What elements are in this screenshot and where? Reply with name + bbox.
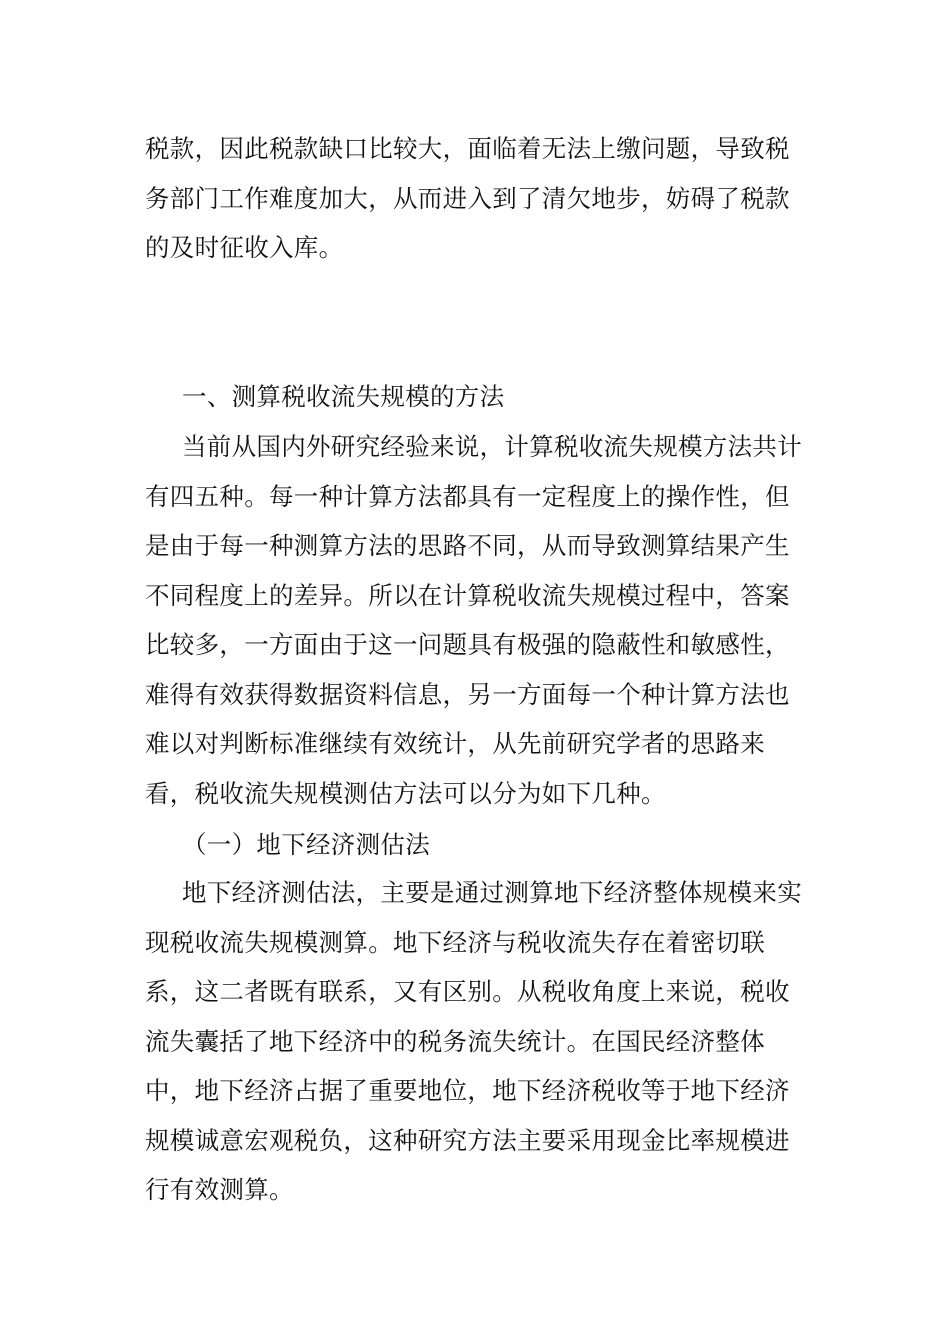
section-heading-methods: 一、测算税收流失规模的方法 bbox=[182, 382, 505, 411]
paragraph-underground-economy: 地下经济测估法，主要是通过测算地下经济整体规模来实现税收流失规模测算。地下经济与税收流失存在着密切联系，这二者既有联系，又有区别。从税收角度上来说，税收流失囊括了地下经济中的税务流失统计。在国民经济整体中，地下经济占据了重要地位，地下经济税收等于地下经济规模诚意宏观税负，这种研究方法主要采用现金比率规模进行有效测算。 bbox=[145, 878, 802, 1204]
paragraph-intro-continued: 税款，因此税款缺口比较大，面临着无法上缴问题，导致税务部门工作难度加大，从而进入到了清欠地步，妨碍了税款的及时征收入库。 bbox=[145, 134, 790, 262]
subsection-heading-underground-economy: （一）地下经济测估法 bbox=[182, 830, 430, 859]
paragraph-methods-overview: 当前从国内外研究经验来说，计算税收流失规模方法共计有四五种。每一种计算方法都具有一定程度上的操作性，但是由于每一种测算方法的思路不同，从而导致测算结果产生不同程度上的差异。所以在计算税收流失规模过程中，答案比较多，一方面由于这一问题具有极强的隐蔽性和敏感性，难得有效获得数据资料信息，另一方面每一个种计算方法也难以对判断标准继续有效统计，从先前研究学者的思路来看，税收流失规模测估方法可以分为如下几种。 bbox=[145, 432, 802, 808]
